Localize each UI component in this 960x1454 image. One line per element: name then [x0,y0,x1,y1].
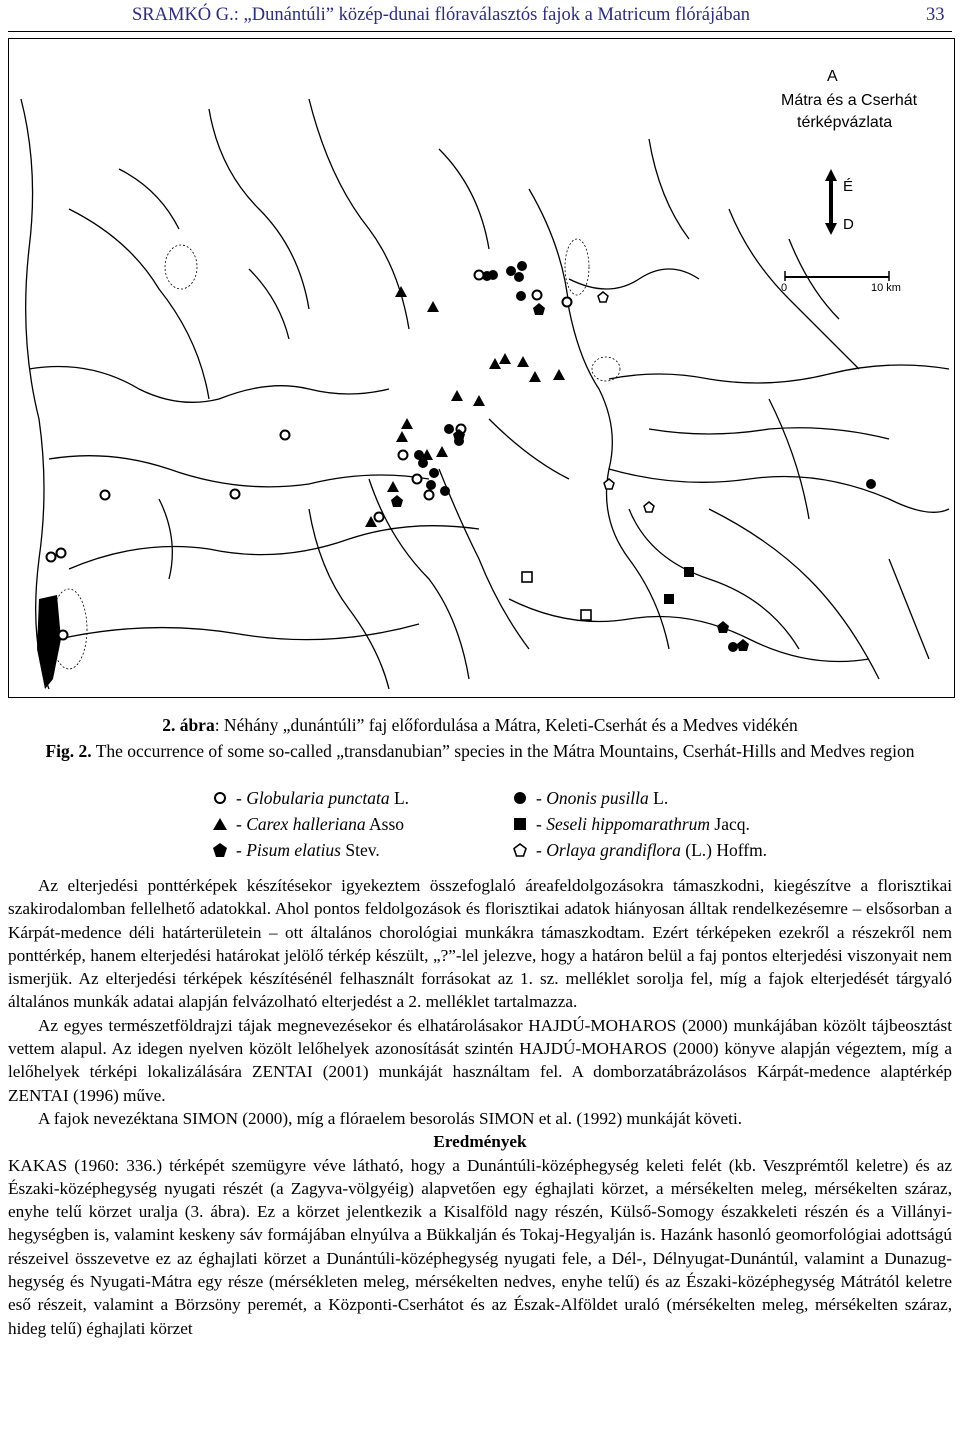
caption-en-text: The occurrence of some so-called „transdanubian” species in the Mátra Mountains, Cserhát-Hills and Medves region [91,741,915,761]
globularia-marker [533,291,542,300]
occurrence-markers [47,261,877,652]
pisum-marker [391,495,403,507]
paragraph-methods-2: Az egyes természetföldrajzi tájak megnevezésekor és elhatárolásakor HAJDÚ-MOHAROS (2000) munkájában közölt tájbeosztást vettem alapul. Az idegen nyelven közölt lelőhelyek azonosítását szintén HAJDÚ-MOHAROS (2000) könyve alapján végeztem, míg a lelőhelyek térképi lokalizálására ZENTAI (2001) munkáját használtam fel. A domborzatábrázolásos Kárpát-medence alaptérkép ZENTAI (1996) műve. [8,1015,953,1105]
legend-item-pisum: - Pisum elatius Stev. [212,839,380,861]
carex-marker [517,356,529,367]
ononis-marker [506,266,516,276]
ononis-marker [440,486,450,496]
open-pentagon-icon [512,842,528,858]
carex-marker [436,446,448,457]
orlaya-marker [598,292,608,302]
open-circle-icon [212,790,228,806]
seseli-marker [684,567,694,577]
article-body [8,874,952,1340]
orlaya-marker [644,502,654,512]
header-rule [8,31,952,32]
scale-start: 0 [781,282,788,294]
running-header [0,0,960,30]
globularia-marker [375,513,384,522]
legend-item-seseli: - Seseli hippomarathrum Jacq. [512,813,750,835]
scale-end: 10 km [871,282,901,294]
ononis-marker [516,291,526,301]
caption-hu-text: : Néhány „dunántúli” faj előfordulása a Mátra, Keleti-Cserhát és a Medves vidékén [214,715,798,735]
filled-pentagon-icon [212,842,228,858]
filled-circle-icon [512,790,528,806]
ononis-marker [866,479,876,489]
river-network [21,99,949,689]
carex-marker [529,371,541,382]
globularia-marker [59,631,68,640]
ononis-marker [517,261,527,271]
scale-bar [781,271,901,294]
carex-marker [499,353,511,364]
carex-marker [387,481,399,492]
settlement-outlines [51,239,620,669]
paragraph-methods-1: Az elterjedési ponttérképek készítésekor igyekeztem összefoglaló áreafeldolgozásokra támaszkodni, kiegészítve a florisztikai szakirodalomban fellelhető adatokkal. Ahol pontos feldolgozások és florisztikai adatok hiányosan álltak rendelkezésemre – elsősorban a Kárpát-medence déli határterületein – ott általános chorológiai munkákra támaszkodtam. Ezért térképeken ezekről a részekről nem ponttérkép, hanem elterjedési határokat jelölő térkép készült, „?”-lel jelezve, hogy a határon belül a faj pontos elterjedési viszonyait nem ismerjük. Az elterjedési térképek készítésénél felhasznált forrásokat az 1. sz. melléklet sorolja fel, míg a fajok elterjedését tárgyaló általános munkák adatai alapján felvázolható elterjedést a 2. melléklet tartalmazza. [8,876,952,1012]
ononis-marker [426,480,436,490]
carex-marker [401,418,413,429]
map-title-letter: A [827,68,838,85]
pisum-marker [533,303,545,315]
ononis-marker [488,270,498,280]
map-legend [0,787,960,867]
running-title: SRAMKÓ G.: „Dunántúli” közép-dunai flóraválasztós fajok a Matricum flórájában [132,5,751,25]
ononis-marker [444,424,454,434]
north-arrow [825,169,854,235]
globularia-marker [425,491,434,500]
south-label: D [843,216,854,233]
globularia-marker [475,271,484,280]
filled-triangle-icon [212,816,228,832]
paragraph-methods-3: A fajok nevezéktana SIMON (2000), míg a flóraelem besorolás SIMON et al. (1992) munkáját követi. [38,1108,743,1128]
legend-item-orlaya: - Orlaya grandiflora (L.) Hoffm. [512,839,767,861]
ononis-marker [418,458,428,468]
carex-marker [553,369,565,380]
author-small-caps: RAMKÓ [142,5,212,25]
open-square-marker [522,572,532,582]
carex-marker [489,358,501,369]
map-title-line1: Mátra és a Cserhát [781,92,918,109]
caption-en-label: Fig. 2. [45,741,92,761]
figure-caption-en [40,738,920,764]
caption-hu-label: 2. ábra [162,715,215,735]
section-heading: Eredmények [433,1132,527,1152]
figure-caption-hu [0,714,960,736]
carex-marker [396,431,408,442]
legend-item-ononis: - Ononis pusilla L. [512,787,668,809]
map-title-line2: térképvázlata [797,114,893,131]
filled-square-icon [512,816,528,832]
orlaya-marker [604,479,614,489]
article-title: „Dunántúli” közép-dunai flóraválasztós fajok a Matricum flórájában [243,5,751,25]
carex-marker [427,301,439,312]
carex-marker [473,395,485,406]
ononis-marker [429,468,439,478]
globularia-marker [101,491,110,500]
paragraph-results-1: KAKAS (1960: 336.) térképét szemügyre véve látható, hogy a Dunántúli-középhegység keleti felét (kb. Veszprémtől keletre) és az Északi-középhegység nyugati részét (a Zagyva-völgyéig) alapvetően egy éghajlati körzet, a mérsékelten meleg, mérsékelten száraz, enyhe telű körzet uralja (3. ábra). Ez a körzet jelentkezik a Kisalföld nagy részén, Külső-Somogy északkeleti részén és a Villányi-hegységben is, valamint keskeny sáv formájában elnyúlva a Bükkalján és Tokaj-Hegyalján is. Hazánk hasonló geomorfológiai adottságú részeivel összevetve ez az éghajlati körzet a Dunántúli-középhegység nyugati fele, a Dél-, Délnyugat-Dunántúl, valamint a Dunazug-hegység és Nyugati-Mátra egy része (mérsékleten meleg, mérsékelten nedves, enyhe telű) és az Északi-középhegység Mátrától keletre eső részeit, valamint a Börzsöny peremét, a Központi-Cserhátot és az Észak-Alföldet uraló (mérsékelten meleg, mérsékelten száraz, hideg telű) éghajlati körzet [8,1155,952,1338]
legend-item-carex: - Carex halleriana Asso [212,813,404,835]
ononis-marker [514,272,524,282]
globularia-marker [281,431,290,440]
map-title [781,68,918,131]
carex-marker [395,286,407,297]
globularia-marker [231,490,240,499]
carex-marker [451,390,463,401]
globularia-marker [413,475,422,484]
pisum-marker [737,639,749,651]
pisum-marker [717,621,729,633]
globularia-marker [563,298,572,307]
page-number: 33 [926,5,945,25]
globularia-marker [57,549,66,558]
open-square-marker [581,610,591,620]
map-drawing [9,39,954,697]
settlement-fills [37,595,61,689]
distribution-map [8,38,955,698]
ononis-marker [728,642,738,652]
legend-item-globularia: - Globularia punctata L. [212,787,409,809]
seseli-marker [664,594,674,604]
globularia-marker [47,553,56,562]
north-label: É [843,178,854,195]
globularia-marker [399,451,408,460]
